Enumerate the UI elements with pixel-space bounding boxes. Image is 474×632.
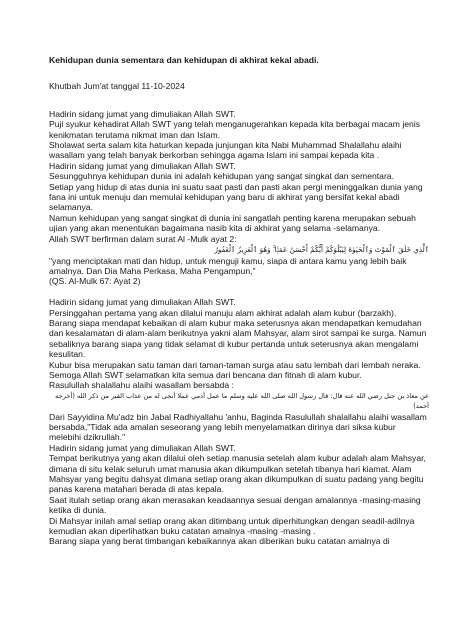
paragraph: Namun kehidupan yang sangat singkat di dunia ini sangatlah penting karena merupakan sebuah ujian yang akan menentukan bagaimana nasib kita di akhirat yang selama -selamanya. (49, 212, 416, 234)
paragraph: Barang siapa yang berat timbangan kebaikannya akan diberikan buku catatan amalnya di (49, 536, 390, 547)
hadith-arabic: عن معاذ بن جبل رضي الله عنه قال: قال رسول الله صلى الله عليه وسلم ما عمل آدمي عملا أنجى له من عذاب القبر من ذكر الله (أخرجه أحمد) (55, 391, 429, 411)
paragraph: Hadirin sidang jumat yang dimuliakan Allah SWT. (49, 442, 236, 453)
sermon-date-line: Khutbah Jum'at tanggal 11-10-2024 (49, 81, 185, 92)
quran-verse-arabic: ٱلَّذِي خَلَقَ ٱلْمَوْتَ وَٱلْحَيَوٰةَ لِيَبْلُوَكُمْ أَيُّكُمْ أَحْسَنُ عَمَلًۭا ۚ وَهُوَ ٱلْعَزِيزُ ٱلْغَفُورُ (214, 245, 429, 255)
paragraph: Setiap yang hidup di atas dunia ini suatu saat pasti dan pasti akan pergi meninggalkan dunia yang fana ini untuk menuju dan memulai kehidupan yang baru di akhirat yang bersifat kekal abadi selamanya. (49, 181, 423, 213)
paragraph: Persinggahan pertama yang akan dilalui manuju alam akhirat adalah alam kubur (barzakh). (49, 307, 397, 318)
document-body (49, 55, 429, 547)
paragraph: Dari Sayyidina Mu'adz bin Jabal Radhiyallahu 'anhu, Baginda Rasulullah shalallahu alaihi wasallam bersabda,"Tidak ada amalan seseorang yang lebih menyelamatkan dirinya dari siksa kubur melebihi dzikrullah." (49, 411, 427, 443)
paragraph: Hadirin sidang jumat yang dimuliakan Allah SWT. (49, 108, 236, 119)
paragraph: Puji syukur kehadirat Allah SWT yang telah menganugerahkan kepada kita berbagai macam jenis kenikmatan terutama nikmat iman dan Islam. (49, 119, 421, 140)
document-title: Kehidupan dunia sementara dan kehidupan di akhirat kekal abadi. (49, 55, 319, 65)
paragraph: Hadirin sidang jumat yang dimuliakan Allah SWT. (49, 160, 236, 171)
paragraph: Semoga Allah SWT selamatkan kita semua dari bencana dan fitnah di alam kubur. (49, 369, 362, 380)
quran-verse-translation: "yang menciptakan mati dan hidup, untuk menguji kamu, siapa di antara kamu yang lebih baik amalnya. Dan Dia Maha Perkasa, Maha Pengampun," (49, 255, 407, 276)
paragraph: Tempat berikutnya yang akan dilalui oleh setiap manusia setelah alam kubur adalah alam Mahsyar, dimana di situ kelak seluruh umat manusia akan dikumpulkan setelah tibanya hari kiamat. Alam Mahsyar yang begitu dahsyat dimana setiap orang akan dikumpulkan di suatu padang yang begitu panas karena matahari berada di atas kepala. (49, 453, 426, 495)
paragraph: Saat itulah setiap orang akan merasakan keadaannya sesuai dengan amalannya -masing-masing ketika di dunia. (49, 494, 421, 516)
paragraph: Di Mahsyar inilah amal setiap orang akan ditimbang untuk diperhitungkan dengan seadil-adilnya kemudian akan diperlihatkan buku catatan amalnya -masing -masing . (49, 515, 415, 537)
paragraph: Sholawat serta salam kita haturkan kepada junjungan kita Nabi Muhammad Shalallahu alaihi wasallam yang telah banyak berkorban sehingga agama Islam ini sampai kepada kita . (49, 140, 402, 161)
paragraph-spacer (49, 287, 429, 297)
paragraph: Hadirin sidang jumat yang dimuliakan Allah SWT. (49, 297, 236, 308)
quran-verse-reference: (QS. Al-Mulk 67: Ayat 2) (49, 276, 141, 287)
paragraph: Barang siapa mendapat kebaikan di alam kubur maka seterusnya akan mendapatkan kemudahan dan kesalamatan di alam-alam berikutnya yakni alam Mahsyar, alam sirot sampai ke surga. Namun sebaliknya barang siapa yang tidak selamat di kubur pertanda untuk seterusnya akan mengalami kesulitan. (49, 317, 427, 360)
paragraph: Sesungguhnya kehidupan dunia ini adalah kehidupan yang sangat singkat dan sementara. (49, 171, 394, 182)
paragraph: Rasulullah shalallahu alaihi wasallam bersabda : (49, 380, 234, 391)
paragraph: Kubur bisa merupakan satu taman dari taman-taman surga atau satu lembah dari lembah neraka. (49, 359, 421, 370)
paragraph: Allah SWT berfirman dalam surat Al -Mulk ayat 2: (49, 233, 237, 244)
